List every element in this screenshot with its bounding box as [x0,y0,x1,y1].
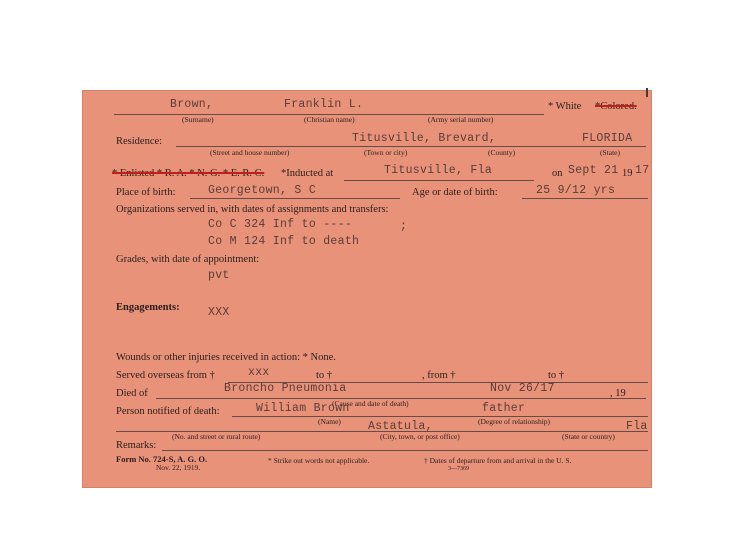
notified-name-label: (Name) [318,417,341,426]
birth-place-value: Georgetown, S C [208,184,317,197]
notified-state-label: (State or country) [562,432,615,441]
notified-street-label: (No. and street or rural route) [172,432,261,441]
relationship-value: father [482,402,526,415]
overseas-from-value: xxx [248,366,270,379]
engagements-label: Engagements: [116,302,180,313]
inducted-place-value: Titusville, Fla [384,164,493,177]
notified-state-value: Fla [626,420,648,433]
surname-value: Brown, [170,98,214,111]
service-record-card [82,90,652,488]
overseas-to-label-1: to † [316,370,333,381]
grades-value: pvt [208,269,230,282]
engagements-value: XXX [208,306,230,319]
colored-label-struck: *Colored. [595,101,637,112]
died-label: Died of [116,388,148,399]
residence-state-value: FLORIDA [582,132,633,145]
remarks-label: Remarks: [116,440,157,451]
death-date-value: Nov 26/17 [490,382,555,395]
town-label: (Town or city) [364,148,408,157]
organization-semicolon: ; [400,220,408,233]
relationship-label: (Degree of relationship) [478,417,551,426]
christian-name-label: (Christian name) [304,115,355,124]
form-number: Form No. 724-S, A. G. O. [116,454,208,464]
organization-line-2: Co M 124 Inf to death [208,235,360,248]
notified-city-value: Astatula, [368,420,433,433]
print-code: 3—7369 [448,466,469,472]
white-label: * White [548,101,582,112]
inducted-year-value: 17 [635,164,650,177]
inducted-on-label: on [552,168,563,179]
organization-line-1: Co C 324 Inf to ---- [208,218,353,231]
birth-place-label: Place of birth: [116,187,176,198]
notified-city-label: (City, town, or post office) [380,432,460,441]
enlisted-options-struck: * Enlisted * R. A. * N. G. * E. R. C. [112,168,265,179]
residence-town-value: Titusville, Brevard, [352,132,497,145]
christian-name-value: Franklin L. [284,98,364,111]
death-cause-value: Broncho Pneumonia [224,382,347,395]
street-label: (Street and house number) [210,148,290,157]
inducted-date-value: Sept 21 [568,164,619,177]
strike-note: * Strike out words not applicable. [268,456,370,465]
surname-label: (Surname) [182,115,214,124]
inducted-label: *Inducted at [281,168,334,179]
death-year-label: , 19 [610,388,626,399]
form-date: Nov. 22, 1919. [156,463,201,472]
year-prefix: 19 [622,168,633,179]
organizations-label: Organizations served in, with dates of assignments and transfers: [116,204,389,215]
grades-label: Grades, with date of appointment: [116,254,260,265]
corner-tick-mark [646,88,648,97]
state-label: (State) [600,148,620,157]
age-label: Age or date of birth: [412,187,498,198]
overseas-to-label-2: to † [548,370,565,381]
overseas-label: Served overseas from † [116,370,215,381]
notified-label: Person notified of death: [116,406,220,417]
death-cause-label: (Cause and date of death) [332,399,409,408]
county-label: (County) [488,148,516,157]
dates-note: † Dates of departure from and arrival in the U. S. [424,456,572,465]
residence-label: Residence: [116,136,163,147]
notified-name-value: William Brown [256,402,350,415]
wounds-label: Wounds or other injuries received in action: * None. [116,352,336,363]
serial-number-label: (Army serial number) [428,115,494,124]
overseas-from-label-2: , from † [422,370,456,381]
age-value: 25 9/12 yrs [536,184,616,197]
